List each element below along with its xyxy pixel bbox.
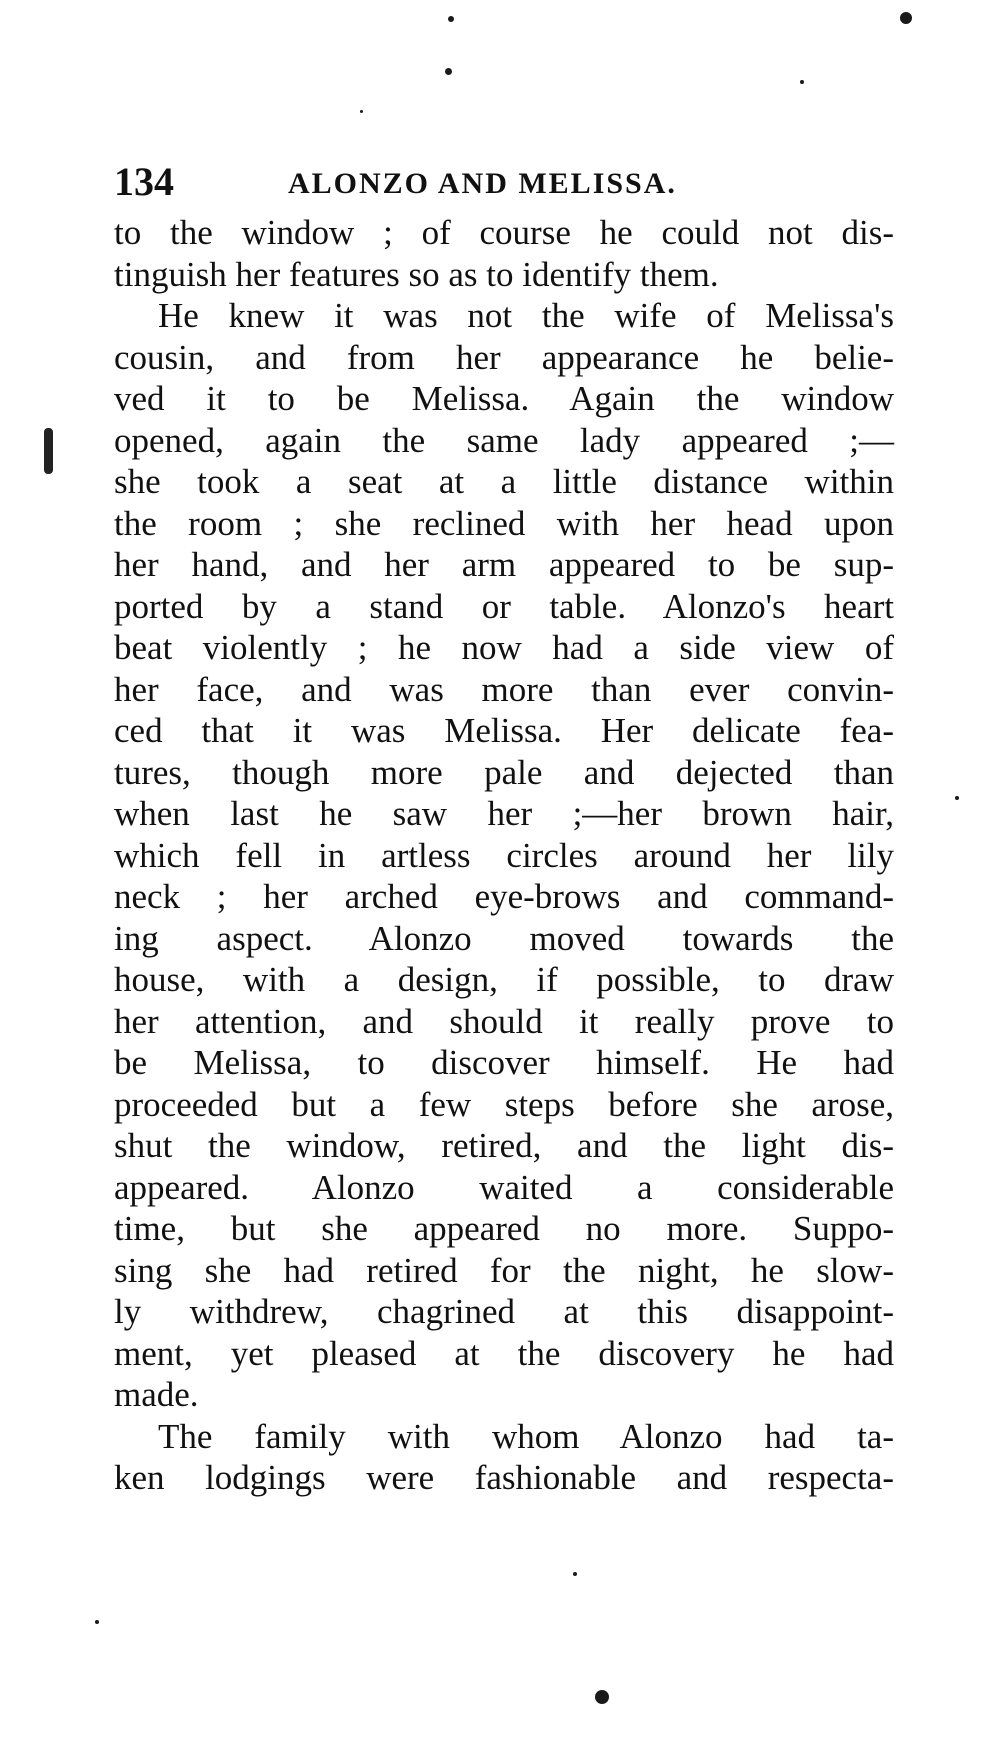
text-line: The family with whom Alonzo had ta- xyxy=(158,1416,894,1456)
text-line: tures, though more pale and dejected than xyxy=(114,752,894,792)
text-line: neck ; her arched eye-brows and command- xyxy=(114,877,894,916)
ink-speck xyxy=(448,16,454,22)
ink-speck xyxy=(800,80,804,84)
text-line: tinguish her features so as to identify them. xyxy=(114,254,719,294)
text-line: the room ; she reclined with her head upon xyxy=(114,503,894,543)
page-number: 134 xyxy=(114,159,174,204)
text-line: ly withdrew, chagrined at this disappoint- xyxy=(114,1292,894,1331)
text-line: proceeded but a few steps before she arose, xyxy=(114,1084,894,1124)
text-line: ved it to be Melissa. Again the window xyxy=(114,379,894,418)
text-line: ken lodgings were fashionable and respecta- xyxy=(114,1458,894,1497)
ink-speck xyxy=(95,1620,99,1624)
text-line: her hand, and her arm appeared to be sup- xyxy=(114,545,894,584)
text-line: opened, again the same lady appeared ;— xyxy=(114,420,894,460)
text-line: which fell in artless circles around her lily xyxy=(114,835,894,875)
text-line: ment, yet pleased at the discovery he had xyxy=(114,1333,894,1373)
text-line: ported by a stand or table. Alonzo's heart xyxy=(114,586,894,626)
text-line: beat violently ; he now had a side view of xyxy=(114,628,894,667)
running-title: ALONZO AND MELISSA. xyxy=(288,167,677,200)
text-line: ing aspect. Alonzo moved towards the xyxy=(114,918,894,958)
ink-speck xyxy=(595,1690,609,1704)
text-line: He knew it was not the wife of Melissa's xyxy=(158,296,894,335)
text-line: her face, and was more than ever convin- xyxy=(114,669,894,709)
body-text xyxy=(114,212,894,1499)
text-line: her attention, and should it really prove to xyxy=(114,1001,894,1041)
ink-speck xyxy=(900,12,912,24)
ink-speck xyxy=(360,110,363,113)
margin-ink-mark xyxy=(44,428,53,474)
text-line: she took a seat at a little distance within xyxy=(114,462,894,501)
text-line: be Melissa, to discover himself. He had xyxy=(114,1043,894,1082)
text-line: sing she had retired for the night, he slow- xyxy=(114,1250,894,1290)
text-line: cousin, and from her appearance he belie- xyxy=(114,337,894,377)
text-line: when last he saw her ;—her brown hair, xyxy=(114,794,894,833)
text-line: appeared. Alonzo waited a considerable xyxy=(114,1167,894,1207)
text-line: ced that it was Melissa. Her delicate fea- xyxy=(114,711,894,750)
running-head xyxy=(114,158,894,206)
ink-speck xyxy=(573,1572,577,1576)
text-line: time, but she appeared no more. Suppo- xyxy=(114,1209,894,1248)
text-line: to the window ; of course he could not dis- xyxy=(114,213,894,252)
ink-speck xyxy=(445,68,452,75)
text-line: made. xyxy=(114,1375,199,1414)
ink-speck xyxy=(955,796,959,800)
text-line: house, with a design, if possible, to draw xyxy=(114,960,894,999)
text-line: shut the window, retired, and the light dis- xyxy=(114,1126,894,1165)
